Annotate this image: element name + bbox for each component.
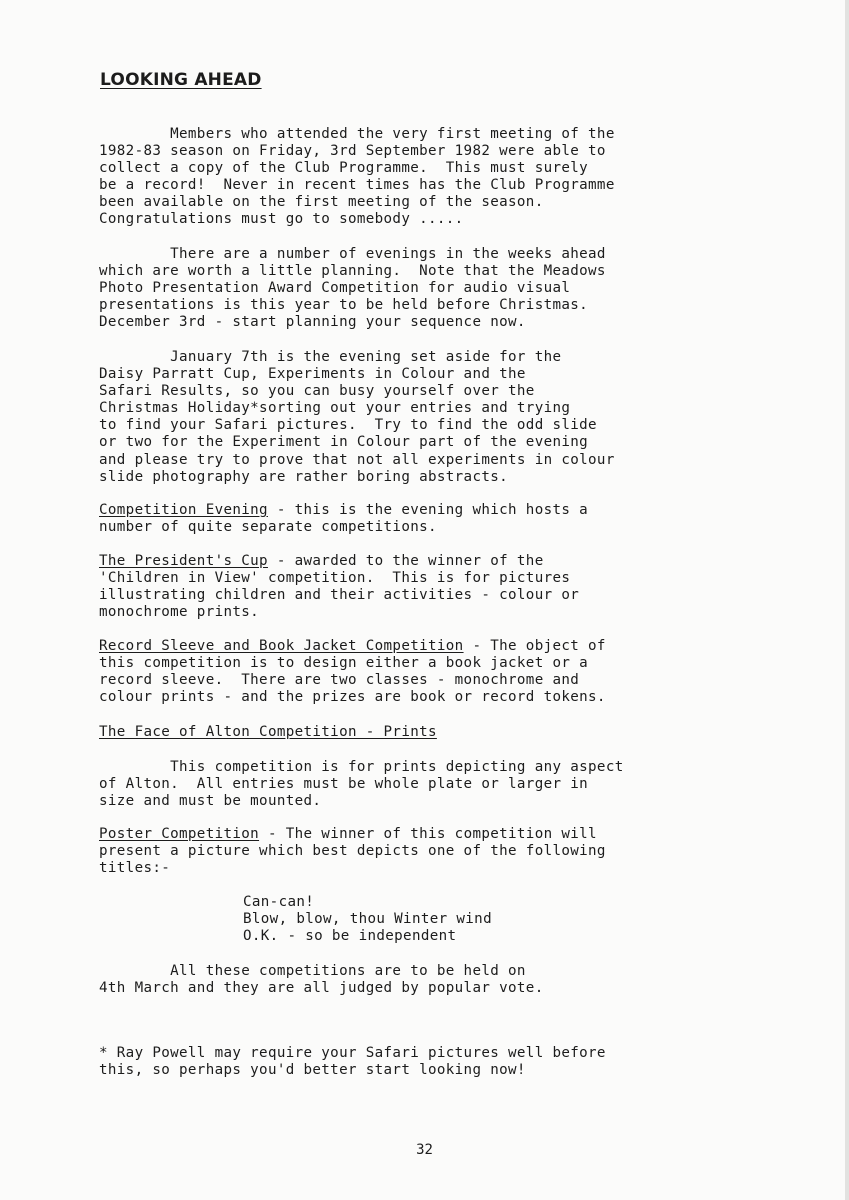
paragraph-presidents-cup: [99, 553, 719, 621]
text-line: 'Children in View' competition. This is for pictures: [99, 570, 571, 587]
text-line: colour prints - and the prizes are book or record tokens.: [99, 689, 606, 706]
paragraph-march: [99, 963, 719, 997]
text-line: monochrome prints.: [99, 604, 260, 621]
paragraph-face-of-alton: [99, 759, 719, 810]
text-run: - The winner of this competition will: [259, 826, 597, 842]
text-line: this, so perhaps you'd better start looking now!: [99, 1062, 526, 1079]
text-run: - awarded to the winner of the: [267, 553, 544, 569]
section-title: Poster Competition: [99, 826, 260, 842]
text-line: titles:-: [99, 860, 171, 877]
text-line: record sleeve. There are two classes - monochrome and: [99, 672, 580, 689]
text-line: been available on the first meeting of the season.: [99, 194, 544, 211]
text-line: size and must be mounted.: [99, 793, 322, 810]
text-line: to find your Safari pictures. Try to find the odd slide: [99, 417, 597, 434]
paragraph-planning: [99, 246, 719, 331]
text-run: - The object of: [463, 638, 606, 654]
text-run: - this is the evening which hosts a: [267, 502, 589, 518]
page-edge: [845, 0, 849, 1200]
poster-titles-list: [243, 894, 643, 945]
list-item: Can-can!: [243, 894, 315, 910]
section-title: Record Sleeve and Book Jacket Competition: [99, 638, 464, 654]
text-line: This competition is for prints depicting any aspect: [99, 759, 624, 775]
text-line: * Ray Powell may require your Safari pictures well before: [99, 1045, 606, 1061]
text-line: Daisy Parratt Cup, Experiments in Colour and the: [99, 366, 526, 383]
text-line: [99, 826, 719, 843]
text-line: Congratulations must go to somebody .....: [99, 211, 464, 228]
text-line: this competition is to design either a book jacket or a: [99, 655, 589, 672]
text-line: December 3rd - start planning your sequence now.: [99, 314, 526, 331]
text-line: Safari Results, so you can busy yourself over the: [99, 383, 535, 400]
page-heading: LOOKING AHEAD: [100, 70, 262, 90]
text-line: Members who attended the very first meeting of the: [99, 126, 615, 142]
paragraph-programme: [99, 126, 719, 229]
paragraph-record-sleeve: [99, 638, 719, 706]
text-line: or two for the Experiment in Colour part of the evening: [99, 434, 589, 451]
text-line: All these competitions are to be held on: [99, 963, 526, 979]
text-line: and please try to prove that not all experiments in colour: [99, 451, 615, 468]
text-line: [99, 553, 719, 570]
text-line: present a picture which best depicts one of the following: [99, 843, 606, 860]
text-line: 4th March and they are all judged by popular vote.: [99, 980, 544, 997]
text-line: There are a number of evenings in the weeks ahead: [99, 246, 606, 262]
footnote: [99, 1045, 719, 1079]
section-title: Competition Evening: [99, 502, 268, 518]
paragraph-poster: [99, 826, 719, 877]
text-line: Christmas Holiday*sorting out your entries and trying: [99, 400, 571, 417]
text-line: presentations is this year to be held before Christmas.: [99, 297, 589, 314]
paragraph-competition-evening: [99, 502, 719, 536]
paragraph-face-of-alton-title: [99, 724, 719, 741]
section-title: The President's Cup: [99, 553, 268, 569]
text-line: slide photography are rather boring abstracts.: [99, 468, 509, 485]
text-line: which are worth a little planning. Note that the Meadows: [99, 263, 606, 280]
section-title: The Face of Alton Competition - Prints: [99, 724, 437, 740]
list-item: Blow, blow, thou Winter wind: [243, 911, 492, 928]
text-line: [99, 502, 719, 519]
text-line: of Alton. All entries must be whole plate or larger in: [99, 776, 589, 793]
paragraph-january: [99, 349, 719, 486]
text-line: January 7th is the evening set aside for the: [99, 349, 562, 365]
list-item: O.K. - so be independent: [243, 928, 457, 945]
text-line: be a record! Never in recent times has the Club Programme: [99, 177, 615, 194]
text-line: collect a copy of the Club Programme. This must surely: [99, 160, 589, 177]
text-line: [99, 638, 719, 655]
text-line: number of quite separate competitions.: [99, 519, 437, 536]
text-line: [99, 724, 719, 741]
text-line: Photo Presentation Award Competition for audio visual: [99, 280, 571, 297]
text-line: illustrating children and their activities - colour or: [99, 587, 580, 604]
page-number: 32: [416, 1142, 433, 1158]
text-line: 1982-83 season on Friday, 3rd September 1982 were able to: [99, 143, 606, 160]
